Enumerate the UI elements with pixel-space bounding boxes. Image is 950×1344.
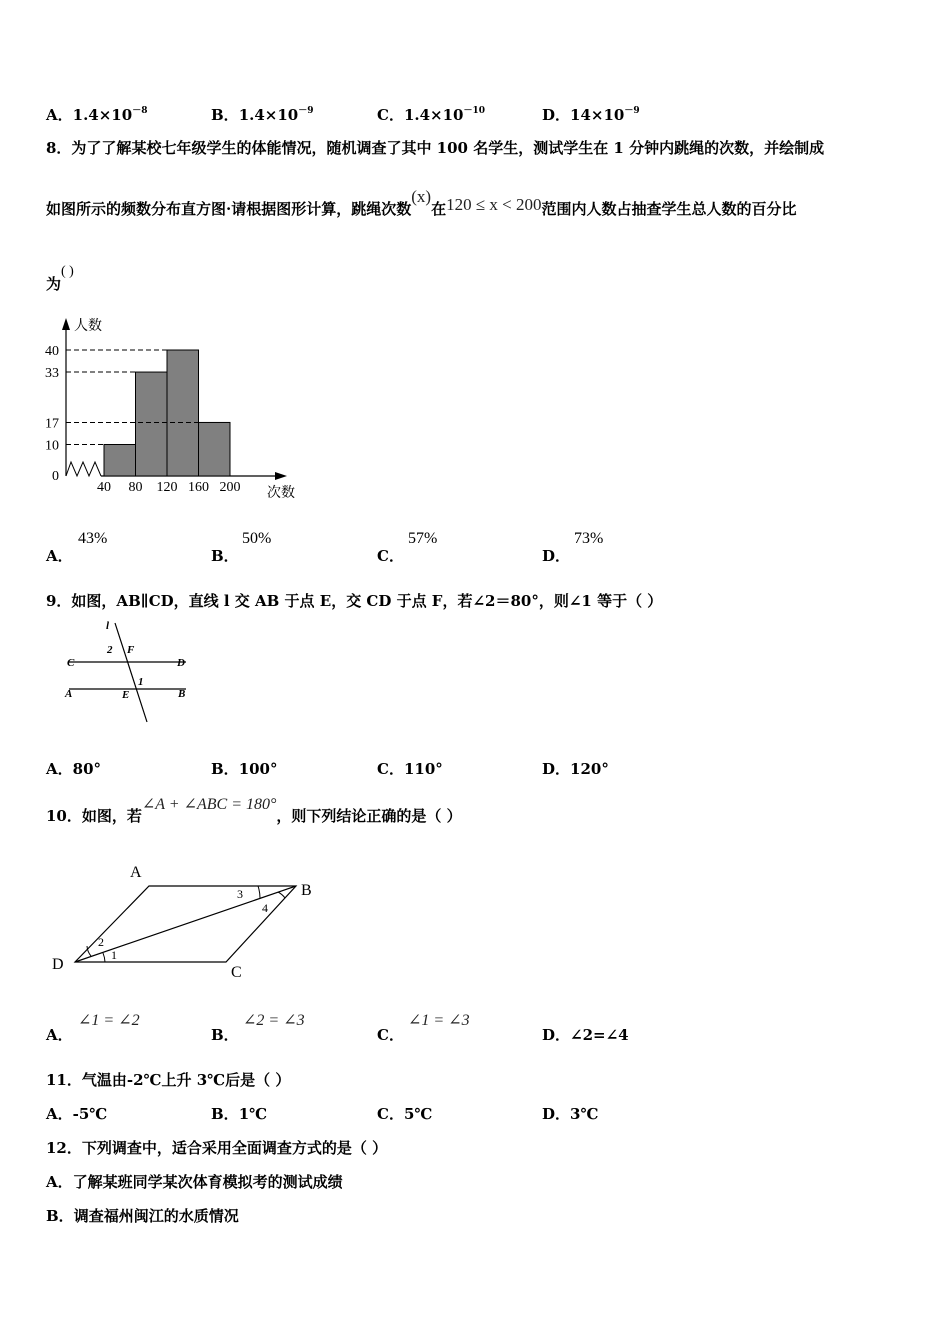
q11-option-d: D．3℃	[542, 1105, 599, 1123]
q10-option-c-value: ∠1 = ∠3	[408, 1012, 470, 1029]
x-tick-label-200: 200	[219, 480, 241, 495]
x-axis-arrow	[275, 472, 287, 480]
arc-angle-4	[278, 892, 285, 898]
x-tick-label-80: 80	[128, 480, 143, 495]
q10-condition: ∠A + ∠ABC = 180°	[141, 796, 277, 813]
q9-parallel-lines-figure	[55, 615, 205, 725]
q9-stem: 9．如图，AB∥CD，直线 l 交 AB 于点 E，交 CD 于点 F，若∠2＝80°，则∠1 等于（ ）	[46, 592, 663, 610]
q10-option-a: A．	[46, 1026, 73, 1044]
q9-option-b: B．100°	[211, 760, 278, 778]
q12-stem: 12．下列调查中，适合采用全面调查方式的是（ ）	[46, 1139, 388, 1157]
q11-stem: 11．气温由-2℃上升 3℃后是（ ）	[46, 1071, 291, 1089]
histogram-chart	[40, 312, 310, 504]
line-l	[115, 623, 147, 722]
x-tick-label-120: 120	[156, 480, 178, 495]
q8-variable: (x)	[411, 187, 432, 206]
y-tick-label-17: 17	[45, 416, 59, 432]
label-angle-4: 4	[262, 901, 268, 915]
q8-stem-line1: 8．为了了解某校七年级学生的体能情况，随机调查了其中 100 名学生，测试学生在 1 分钟内跳绳的次数，并绘制成	[46, 139, 825, 157]
q8-range: 120 ≤ x < 200	[446, 195, 542, 214]
q9-option-c: C．110°	[377, 760, 443, 778]
label-angle-1: 1	[138, 676, 144, 688]
vertex-c: C	[231, 964, 242, 981]
label-c: C	[67, 657, 75, 669]
q10-option-a-value: ∠1 = ∠2	[78, 1012, 140, 1029]
q8-option-d-value: 73%	[574, 530, 604, 547]
q8-option-b-value: 50%	[242, 530, 272, 547]
vertex-a: A	[130, 864, 142, 881]
label-angle-1: 1	[111, 948, 117, 962]
histogram-bar-1	[104, 445, 136, 477]
q8-option-d: D．	[542, 547, 571, 565]
q9-option-d: D．120°	[542, 760, 609, 778]
q8-option-c: C．	[377, 547, 404, 565]
q10-parallelogram-figure	[45, 855, 335, 985]
y-axis-label: 人数	[74, 317, 102, 333]
q7-option-c: C．$1.4\times 10^{-10}$	[377, 106, 486, 124]
q9-option-a: A．80°	[46, 760, 102, 778]
vertex-b: B	[301, 882, 312, 899]
q10-option-d: D．∠2=∠4	[542, 1026, 629, 1044]
q10-option-c: C．	[377, 1026, 404, 1044]
y-tick-label-0: 0	[52, 469, 59, 484]
q8-option-a: A．	[46, 547, 73, 565]
label-b: B	[178, 688, 186, 700]
y-tick-label-40: 40	[45, 344, 59, 359]
label-angle-2: 2	[98, 935, 104, 949]
q12-option-a: A．了解某班同学某次体育模拟考的测试成绩	[46, 1173, 343, 1191]
label-l: l	[106, 620, 110, 632]
label-a: A	[65, 688, 73, 700]
q11-option-c: C．5℃	[377, 1105, 433, 1123]
label-f: F	[127, 644, 135, 656]
histogram-bar-4	[199, 422, 231, 476]
x-axis-break	[66, 462, 101, 476]
q11-option-b: B．1℃	[211, 1105, 268, 1123]
q8-option-a-value: 43%	[78, 530, 108, 547]
q10-option-b-value: ∠2 = ∠3	[243, 1012, 305, 1029]
q8-option-c-value: 57%	[408, 530, 438, 547]
q10-option-b: B．	[211, 1026, 239, 1044]
arc-angle-1	[103, 953, 105, 962]
q8-option-b: B．	[211, 547, 239, 565]
q11-option-a: A．-5℃	[46, 1105, 108, 1123]
diagonal-db	[75, 886, 296, 962]
y-tick-label-10: 10	[45, 438, 59, 454]
q8-stem-line2: 如图所示的频数分布直方图·请根据图形计算，跳绳次数(x)在120 ≤ x < 200范围内人数占抽查学生总人数的百分比	[46, 187, 797, 218]
q7-option-d: D．$14\times 10^{-9}$	[542, 106, 640, 124]
x-axis-label: 次数	[267, 484, 295, 500]
q8-stem-line3: 为( )	[46, 264, 74, 293]
x-tick-label-160: 160	[188, 480, 209, 495]
histogram-bar-2	[136, 372, 168, 476]
arc-angle-3	[258, 886, 260, 898]
y-tick-label-33: 33	[45, 366, 59, 382]
q7-option-a: A．$1.4\times 10^{-8}$	[46, 106, 148, 124]
label-angle-3: 3	[237, 887, 243, 901]
label-d: D	[177, 657, 185, 669]
vertex-d: D	[52, 956, 64, 973]
y-axis-arrow	[62, 318, 70, 330]
q7-option-b: B．$1.4\times 10^{-9}$	[211, 106, 314, 124]
label-angle-2: 2	[107, 644, 113, 656]
q12-option-b: B．调查福州闽江的水质情况	[46, 1207, 239, 1225]
x-tick-label-40: 40	[97, 480, 111, 495]
histogram-bar-3	[167, 350, 199, 476]
label-e: E	[122, 689, 130, 701]
q10-stem: 10．如图，若∠A + ∠ABC = 180°，则下列结论正确的是（ ）	[46, 796, 462, 825]
